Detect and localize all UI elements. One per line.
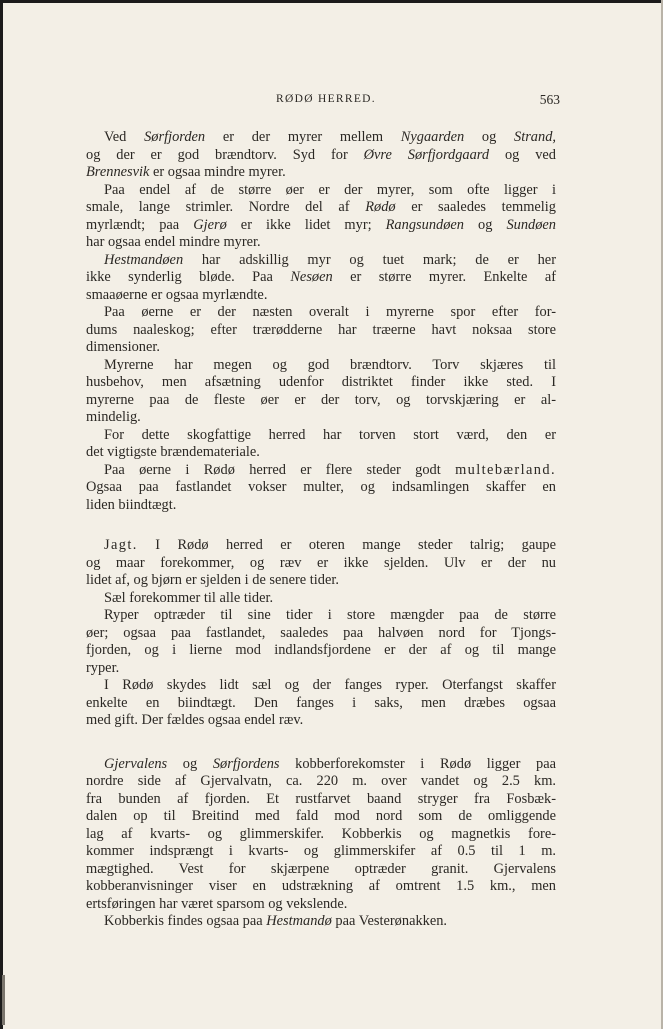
text-line: fra bunden af fjorden. Et rustfarvet baand stryger fra Fosbæk- [86,790,556,807]
text-line: dalen op til Breitind med fald mod nord som de omliggende [86,808,556,824]
body-text [86,129,556,931]
text-line: Ogsaa paa fastlandet vokser multer, og indsamlingen skaffer en [86,479,556,495]
text-line: smale, lange strimler. Nordre del af Rødø er saaledes temmelig [86,199,556,215]
text-line: ryper. [86,659,120,676]
text-line: ertsføringen har været sparsom og vekslende. [86,895,348,912]
text-line: nordre side af Gjervalvatn, ca. 220 m. over vandet og 2.5 km. [86,773,556,789]
scan-edge-left [0,0,3,1029]
text-line: kommer indsprængt i kvarts- og glimmerskifer af 0.5 til 1 m. [86,843,556,859]
section-heading: Jagt. [104,537,138,553]
text-line: dums naaleskog; efter trærødderne har træerne havt noksaa store [86,321,556,338]
text-line: Kobberkis findes ogsaa paa Hestmandø paa Vesterønakken. [104,913,448,929]
text-line: lag af kvarts- og glimmerskifer. Kobberkis og magnetkis fore- [86,825,556,842]
text-line: dimensioner. [86,339,160,355]
text-line: Jagt. I Rødø herred er oteren mange steder talrig; gaupe [104,537,556,553]
section-gap [86,730,556,756]
text-line: Brennesvik er ogsaa mindre myrer. [86,164,286,180]
text-line: og maar forekommer, og ræv er ikke sjelden. Ulv er der nu [86,554,556,571]
running-title: RØDØ HERRED. [276,93,376,105]
text-line: fjorden, og i lierne mod indlandsfjordene er der af og til mange [86,642,556,658]
text-line: Ved Sørfjorden er der myrer mellem Nygaarden og Strand, [104,129,556,145]
text-line: Paa øerne er der næsten overalt i myrerne spor efter for- [104,304,556,320]
text-line: lidet af, og bjørn er sjelden i de senere tider. [86,572,339,588]
text-line: øer; ogsaa paa fastlandet, saaledes paa halvøen nord for Tjongs- [86,624,556,641]
text-line: har ogsaa endel mindre myrer. [86,234,261,250]
binding-mark [2,975,5,1025]
text-line: Ryper optræder til sine tider i store mængder paa de større [104,607,556,623]
section-gap [86,514,556,537]
text-line: myrlændt; paa Gjerø er ikke lidet myr; Rangsundøen og Sundøen [86,216,556,233]
text-line: enkelte en biindtægt. Den fanges i saks, men dræbes ogsaa [86,694,556,711]
page-header [92,93,560,113]
text-line: og der er god brændtorv. Syd for Øvre Sørfjordgaard og ved [86,146,556,163]
text-line: husbehov, men afsætning udenfor distriktet finder ikke sted. I [86,374,556,390]
text-line: det vigtigste brændemateriale. [86,444,260,460]
text-line: Myrerne har megen og god brændtorv. Torv skjæres til [104,356,556,373]
text-line: mægtighed. Vest for skjærpene optræder granit. Gjervalens [86,860,556,877]
text-line: ikke synderlig bløde. Paa Nesøen er større myrer. Enkelte af [86,269,556,285]
scan-edge-top [0,0,663,3]
text-line: smaaøerne er ogsaa myrlændte. [86,286,268,303]
text-line: For dette skogfattige herred har torven stort værd, den er [104,426,556,443]
text-line: I Rødø skydes lidt sæl og der fanges ryper. Oterfangst skaffer [104,677,556,693]
text-line: Sæl forekommer til alle tider. [104,589,274,606]
text-line: Paa øerne i Rødø herred er flere steder godt multebærland. [104,461,556,478]
text-line: myrerne paa de fleste øer er der torv, og torvskjæring er al- [86,391,556,408]
text-line: kobberanvisninger viser en udstrækning af omtrent 1.5 km., men [86,878,556,894]
text-line: med gift. Der fældes ogsaa endel ræv. [86,712,304,728]
page-number: 563 [539,92,560,107]
text-line: Gjervalens og Sørfjordens kobberforekomster i Rødø ligger paa [104,755,556,772]
text-line: liden biindtægt. [86,496,177,513]
text-line: Paa endel af de større øer er der myrer, som ofte ligger i [104,181,556,198]
text-line: Hestmandøen har adskillig myr og tuet mark; de er her [104,251,556,268]
text-line: mindelig. [86,409,141,425]
